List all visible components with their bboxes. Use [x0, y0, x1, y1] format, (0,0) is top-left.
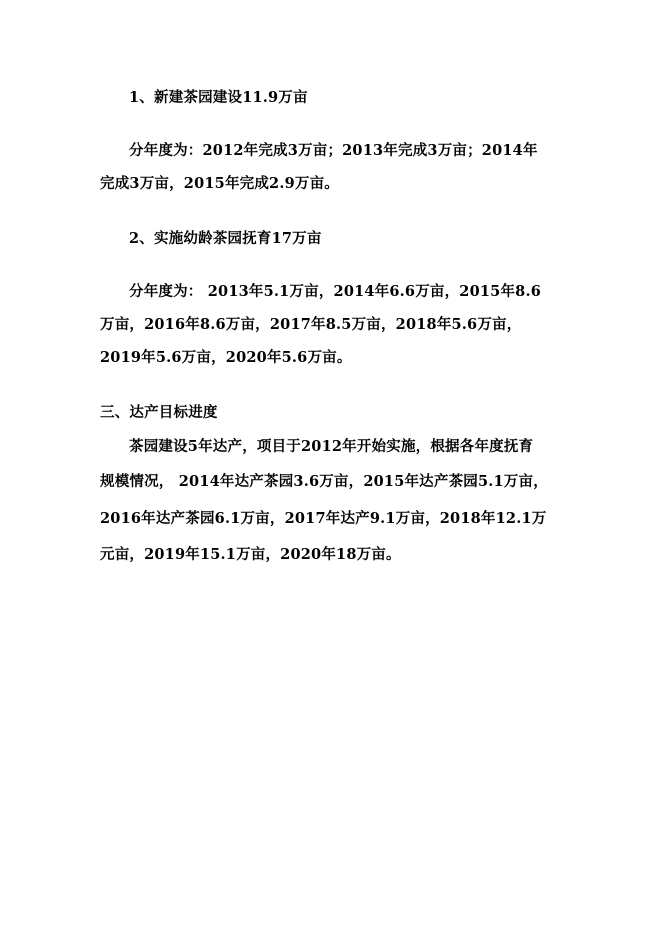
section-3-paragraph-line-3: 2016年达产茶园6.1万亩，2017年达产9.1万亩，2018年12.1万: [100, 510, 547, 527]
section-1-heading: 1、新建茶园建设11.9万亩: [129, 89, 308, 106]
section-1-paragraph-line-2: 完成3万亩，2015年完成2.9万亩。: [100, 175, 339, 192]
section-2-paragraph-line-1: 分年度为： 2013年5.1万亩，2014年6.6万亩，2015年8.6: [129, 283, 541, 300]
section-3-paragraph-line-2: 规模情况， 2014年达产茶园3.6万亩，2015年达产茶园5.1万亩，: [100, 473, 548, 490]
section-2-heading: 2、实施幼龄茶园抚育17万亩: [129, 230, 322, 247]
section-2-paragraph-line-2: 万亩，2016年8.6万亩，2017年8.5万亩，2018年5.6万亩，: [100, 316, 522, 333]
section-3-heading: 三、达产目标进度: [100, 404, 218, 421]
section-3-paragraph-line-4: 元亩，2019年15.1万亩，2020年18万亩。: [100, 546, 401, 563]
section-3-paragraph-line-1: 茶园建设5年达产，项目于2012年开始实施，根据各年度抚育: [129, 438, 534, 455]
section-1-paragraph-line-1: 分年度为：2012年完成3万亩；2013年完成3万亩；2014年: [129, 142, 538, 159]
section-2-paragraph-line-3: 2019年5.6万亩，2020年5.6万亩。: [100, 349, 352, 366]
